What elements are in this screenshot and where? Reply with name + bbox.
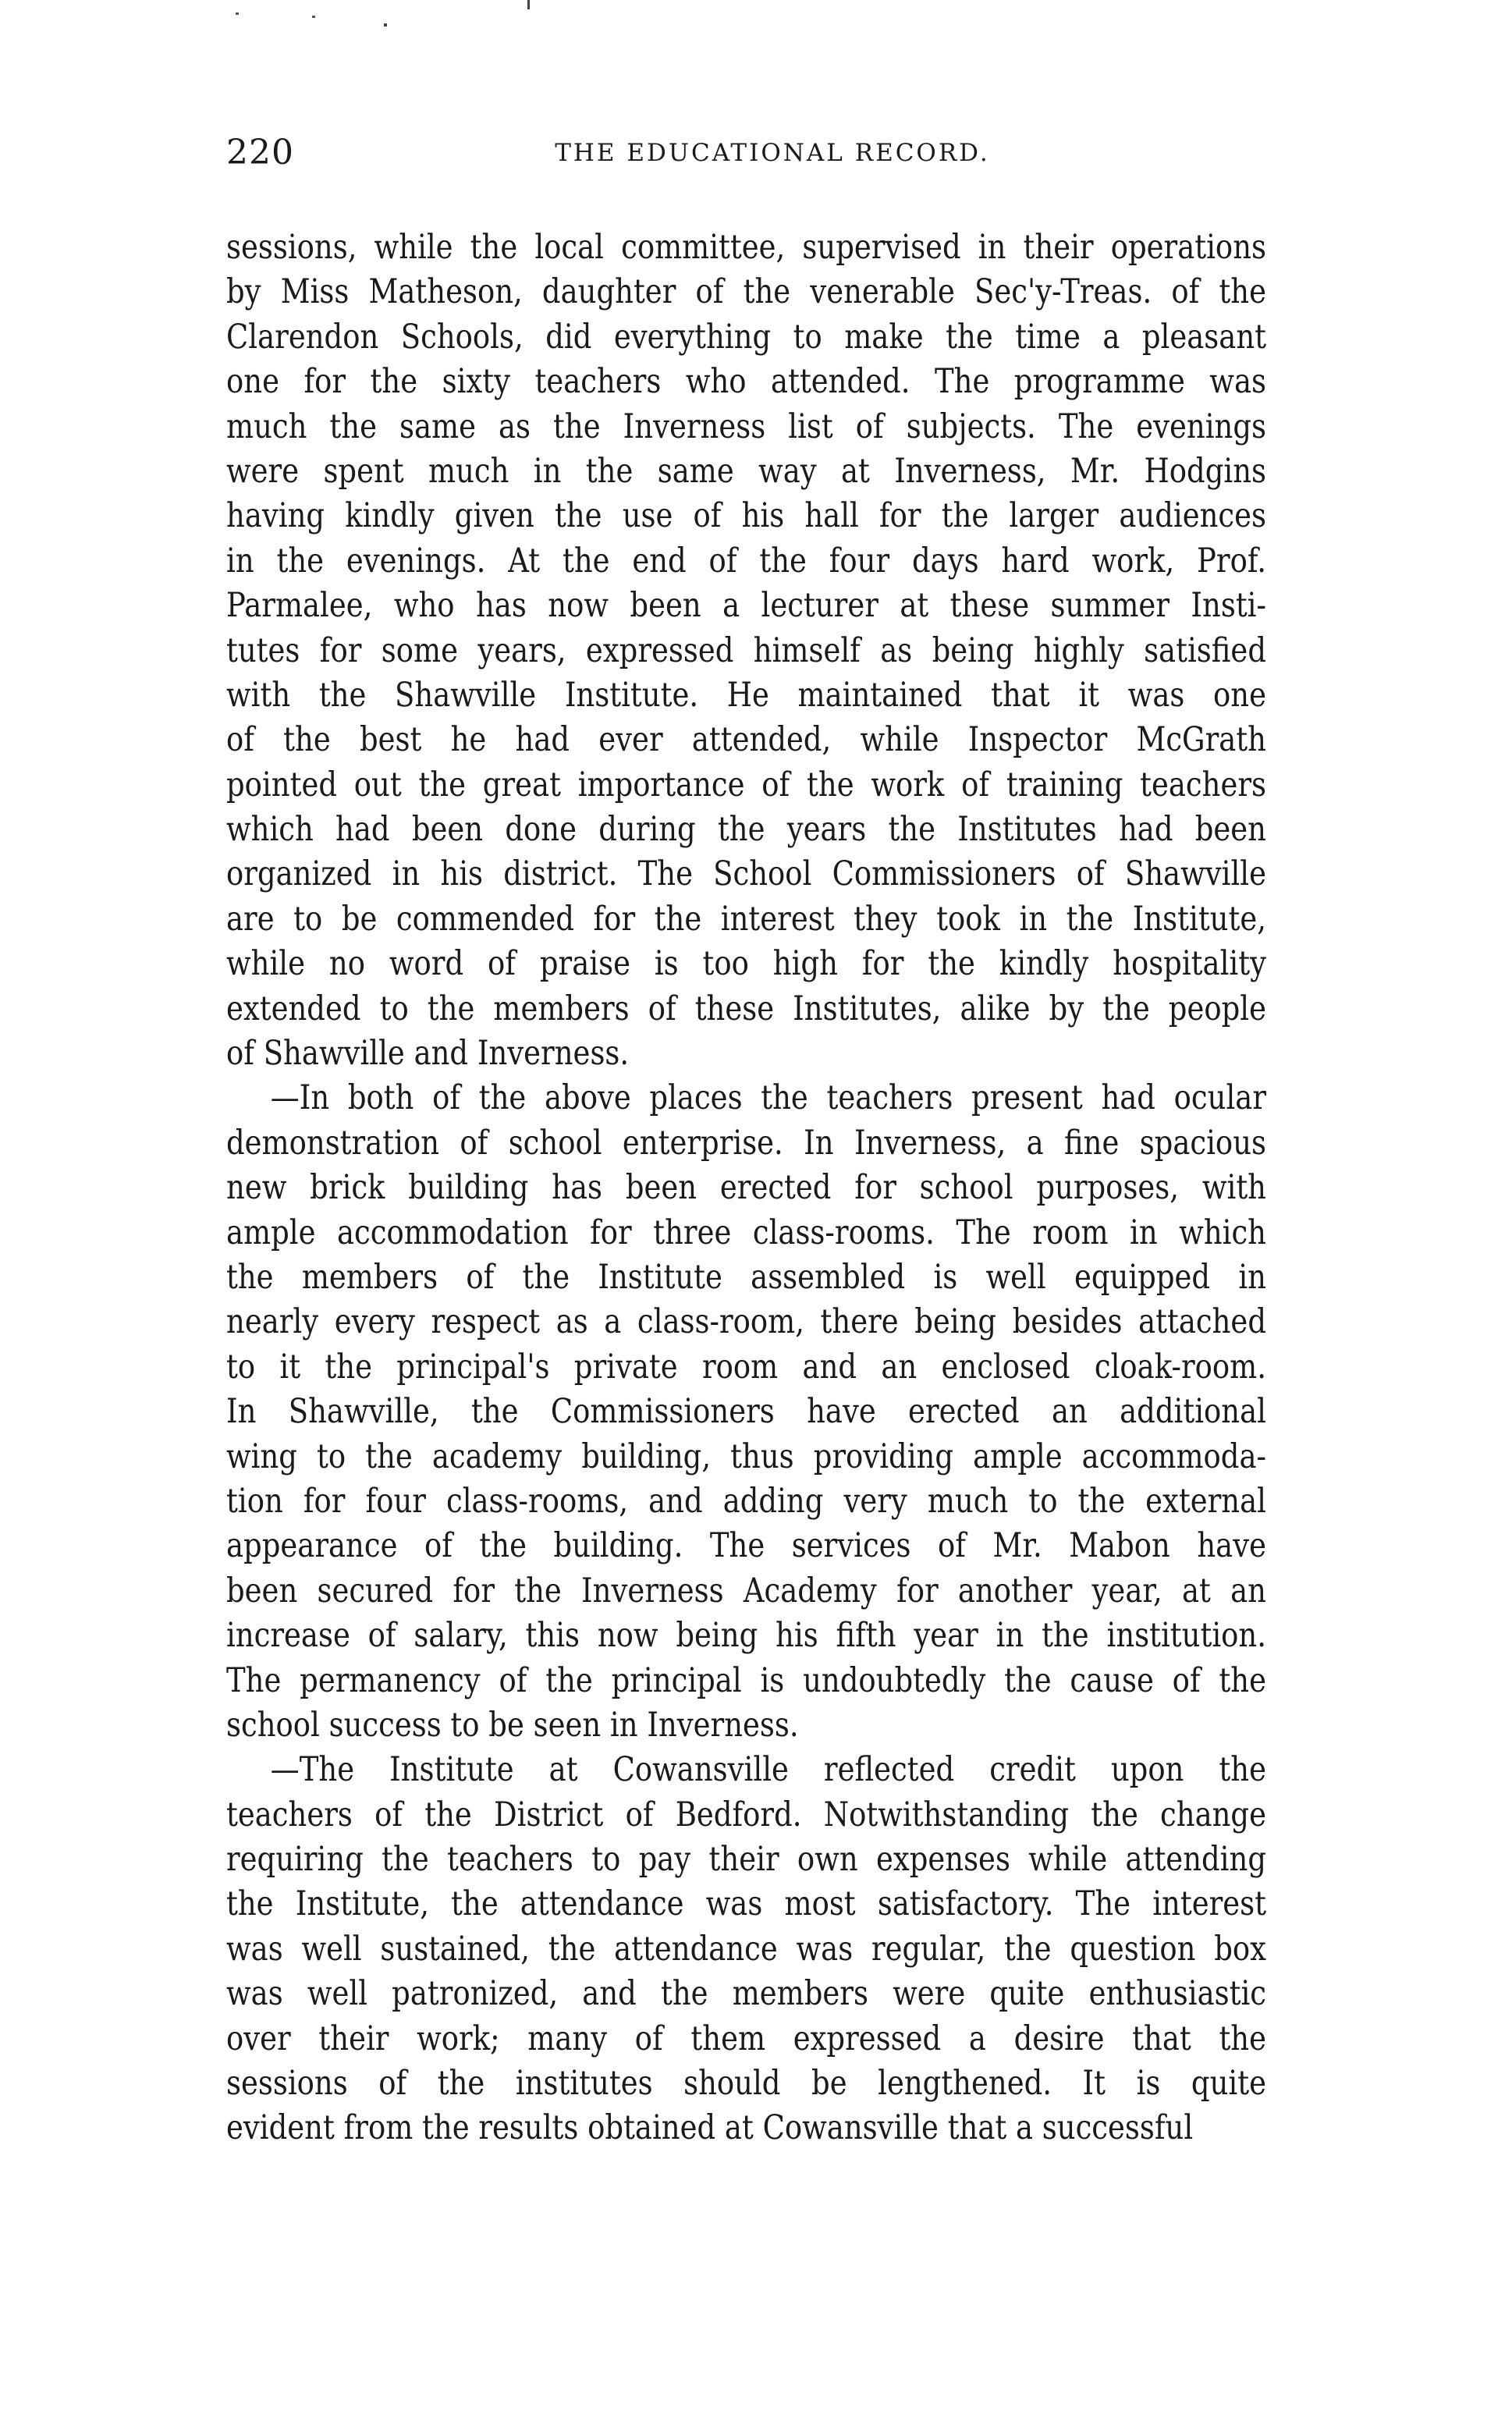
text-line: evident from the results obtained at Cowansville that a successful [226, 2108, 1194, 2148]
paragraph [226, 1076, 1266, 1748]
scan-specks [0, 0, 1512, 31]
text-line: The permanency of the principal is undoubtedly the cause of the [226, 1660, 1266, 1700]
text-line: was well sustained, the attendance was regular, the question box [226, 1929, 1266, 1969]
text-line: of the best he had ever attended, while Inspector McGrath [226, 720, 1266, 760]
scan-speck [384, 23, 387, 27]
text-line: of Shawville and Inverness. [226, 1034, 630, 1074]
text-line: are to be commended for the interest they took in the Institute, [226, 899, 1266, 939]
text-line: pointed out the great importance of the work of training teachers [226, 765, 1266, 804]
text-line: appearance of the building. The services of Mr. Mabon have [226, 1526, 1266, 1566]
text-line: nearly every respect as a class-room, there being besides attached [226, 1302, 1266, 1342]
text-line: by Miss Matheson, daughter of the venerable Sec'y-Treas. of the [226, 272, 1266, 312]
text-line: In Shawville, the Commissioners have erected an additional [226, 1392, 1266, 1432]
text-line: school success to be seen in Inverness. [226, 1705, 799, 1745]
text-line: been secured for the Inverness Academy for another year, at an [226, 1571, 1266, 1610]
text-line: teachers of the District of Bedford. Notwithstanding the change [226, 1795, 1266, 1834]
text-line: with the Shawville Institute. He maintained that it was one [226, 675, 1266, 715]
running-title: THE EDUCATIONAL RECORD. [555, 139, 990, 167]
text-line: was well patronized, and the members were quite enthusiastic [226, 1974, 1266, 2014]
text-line: organized in his district. The School Commissioners of Shawville [226, 854, 1266, 894]
text-line: tutes for some years, expressed himself as being highly satisfied [226, 630, 1266, 670]
text-line: increase of salary, this now being his fifth year in the institution. [226, 1616, 1266, 1656]
text-line: much the same as the Inverness list of subjects. The evenings [226, 407, 1266, 446]
text-line: to it the principal's private room and an enclosed cloak-room. [226, 1347, 1266, 1387]
scan-speck [236, 12, 239, 15]
paragraph [226, 1748, 1266, 2151]
scan-speck [312, 16, 315, 18]
text-line: having kindly given the use of his hall for the larger audiences [226, 496, 1266, 536]
text-line: one for the sixty teachers who attended. The programme was [226, 362, 1266, 402]
scan-speck [527, 0, 530, 9]
text-line: which had been done during the years the Institutes had been [226, 810, 1266, 850]
text-line: tion for four class-rooms, and adding very much to the external [226, 1481, 1266, 1521]
text-line: —The Institute at Cowansville reflected credit upon the [270, 1750, 1266, 1790]
text-line: while no word of praise is too high for the kindly hospitality [226, 944, 1266, 984]
text-line: —In both of the above places the teachers present had ocular [270, 1078, 1266, 1118]
article-body [226, 225, 1266, 2151]
text-line: requiring the teachers to pay their own expenses while attending [226, 1840, 1266, 1880]
paragraph [226, 225, 1266, 1076]
text-line: sessions, while the local committee, supervised in their operations [226, 228, 1266, 267]
text-line: wing to the academy building, thus providing ample accommoda- [226, 1436, 1266, 1476]
text-line: ample accommodation for three class-rooms. The room in which [226, 1213, 1266, 1252]
text-line: new brick building has been erected for school purposes, with [226, 1168, 1266, 1208]
text-line: extended to the members of these Institutes, alike by the people [226, 989, 1266, 1028]
text-line: the Institute, the attendance was most satisfactory. The interest [226, 1884, 1266, 1924]
text-line: were spent much in the same way at Inverness, Mr. Hodgins [226, 451, 1266, 491]
text-line: the members of the Institute assembled is well equipped in [226, 1257, 1266, 1297]
text-line: Parmalee, who has now been a lecturer at these summer Insti- [226, 586, 1266, 626]
text-line: Clarendon Schools, did everything to make the time a pleasant [226, 317, 1266, 357]
text-line: sessions of the institutes should be lengthened. It is quite [226, 2064, 1266, 2104]
text-line: in the evenings. At the end of the four days hard work, Prof. [226, 541, 1266, 581]
page-header [226, 133, 1272, 187]
text-line: demonstration of school enterprise. In Inverness, a fine spacious [226, 1123, 1266, 1163]
page-number: 220 [226, 133, 294, 172]
text-line: over their work; many of them expressed a desire that the [226, 2019, 1266, 2058]
